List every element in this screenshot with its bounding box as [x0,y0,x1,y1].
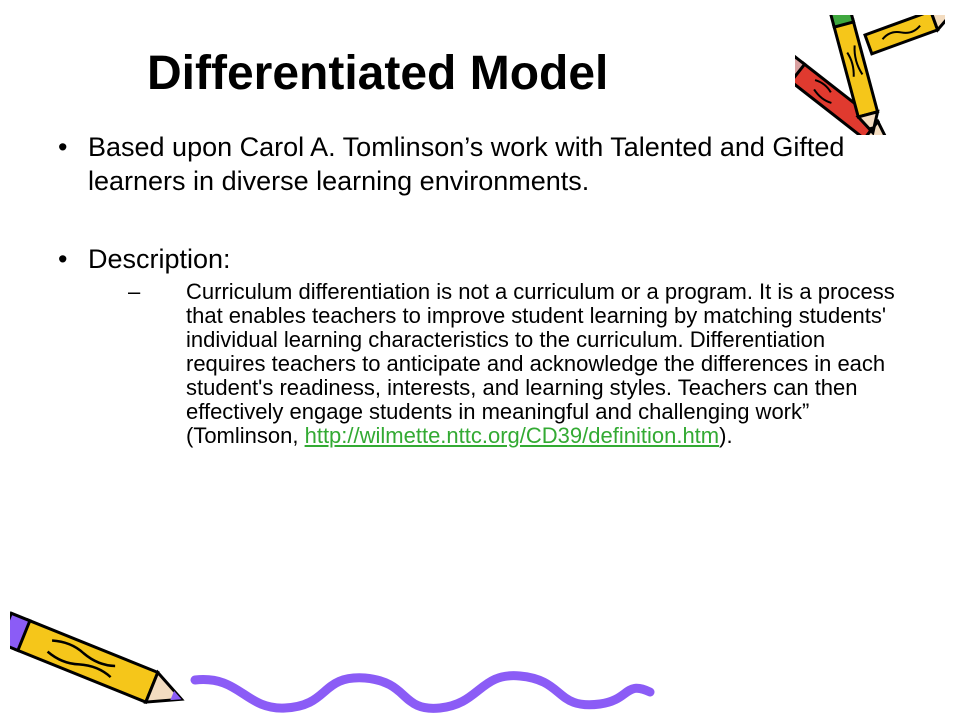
bullet-item [58,242,848,276]
bullet-list [58,130,895,448]
definition-link[interactable]: http://wilmette.nttc.org/CD39/definition.htm [304,423,720,448]
bullet-item [58,130,848,198]
bullet-marker: • [58,244,68,274]
sub-bullet-marker: – [128,279,141,304]
bullet-text: Description: [88,244,231,274]
sub-bullet-item [128,280,906,448]
pencil-squiggle-clipart-icon [10,600,670,720]
bullet-marker: • [58,132,68,162]
pencils-clipart-icon [795,15,945,135]
sub-bullet-text-end: ). [719,423,733,448]
slide-title: Differentiated Model [147,47,609,100]
sub-bullet-text: Curriculum differentiation is not a curriculum or a program. It is a process that enables teachers to improve student learning by matching students' individual learning characteristics to the curriculum. Differentiation requires teachers to anticipate and acknowledge the differences in each student's readiness, interests, and learning styles. Teachers can then effectively engage students in meaningful and challenging work” (Tomlinson, [186,279,895,448]
bullet-text: Based upon Carol A. Tomlinson’s work with Talented and Gifted learners in diverse learning environments. [88,132,845,196]
